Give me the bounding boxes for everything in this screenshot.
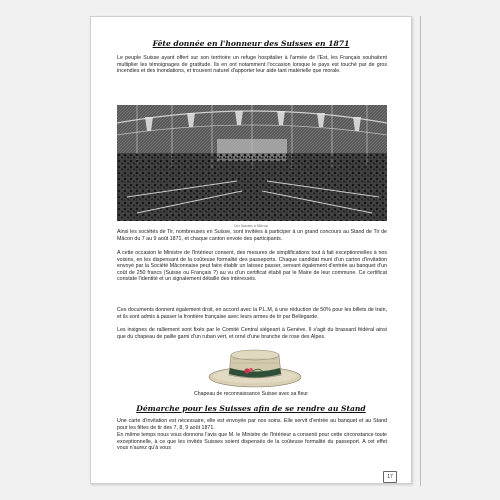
document-page (90, 16, 412, 484)
engraving-caption: Les Suisses à Mâcon (234, 224, 268, 228)
paragraph-carte-invitation: Une carte d'invitation est nécessaire, elle est envoyée par nos soins. Elle servit d'entrée au banquet et au Stand pour les fêtes de tir des 7, 8, 9 août 1871. (117, 418, 387, 431)
paragraph-ministre: A cette occasion le Ministre de l'Intérieur consent, des mesures de simplifications tout à fait exceptionnelles à nos voisins, en les dispensant de la coûteuse formalité des passeports. Chaque candidat muni d'un carton d'invitation envoyé par la Société Mâconnaise peut faire établir un laissez passer, servant également d'entrée au banquet d'un coût de 250 francs (Suisse ou Français ?) au vu d'un certificat établi par le Maire de leur commune. Ce certificat constate l'identité et un signalement détaillé des intéressés. (117, 250, 387, 283)
section-title-demarche: Démarche pour les Suisses afin de se rendre au Stand (136, 404, 366, 413)
hat-caption: Chapeau de reconnaissance Suisse avec sa fleur (194, 391, 308, 397)
paragraph-insignes: Les insignes de ralliement sont fixés par le Comité Central siégeant à Genève. Il s'agit du brassard fédéral ainsi que du chapeau de paille garni d'un ruban vert, et orné d'une branche de rose des Alpes. (117, 327, 387, 340)
paragraph-documents: Ces documents donnent également droit, en accord avec la P.L.M, à une réduction de 50% pour les billets de train, et ils sont admis à passer la frontière française avec leurs armes de tir par Bellegarde. (117, 307, 387, 320)
page-number: 17 (383, 471, 397, 483)
banquet-engraving (117, 105, 387, 221)
paragraph-societes-tir: Ainsi les sociétés de Tir, nombreuses en Suisse, sont invitées à participer à un grand concours au Stand de Tir de Mâcon du 7 au 9 août 1871, et chaque canton envoie des participants. (117, 229, 387, 242)
page-edge (420, 16, 421, 486)
intro-paragraph: Le peuple Suisse ayant offert sur son territoire un refuge hospitalier à l'armée de l'Est, les Français souhaitent multiplier les témoignages de gratitude. Ils en ont notamment l'occasion lorsque le pays est touché par de gros incendies et des inondations, et trouvent naturel d'apporter leur aide tant matérielle que morale. (117, 55, 387, 75)
paragraph-passeport: En même temps nous vous donnons l'avis que M. le Ministre de l'Intérieur a consenti pour cette circonstance toute exceptionnelle, à ce que les invités Suisses soient dispensés de la coûteuse formalité du passeport. A cet effet vous n'aurez qu'à vous (117, 432, 387, 452)
section-title-fete: Fête donnée en l'honneur des Suisses en 1871 (152, 39, 350, 48)
swiss-straw-hat-image (207, 345, 303, 389)
